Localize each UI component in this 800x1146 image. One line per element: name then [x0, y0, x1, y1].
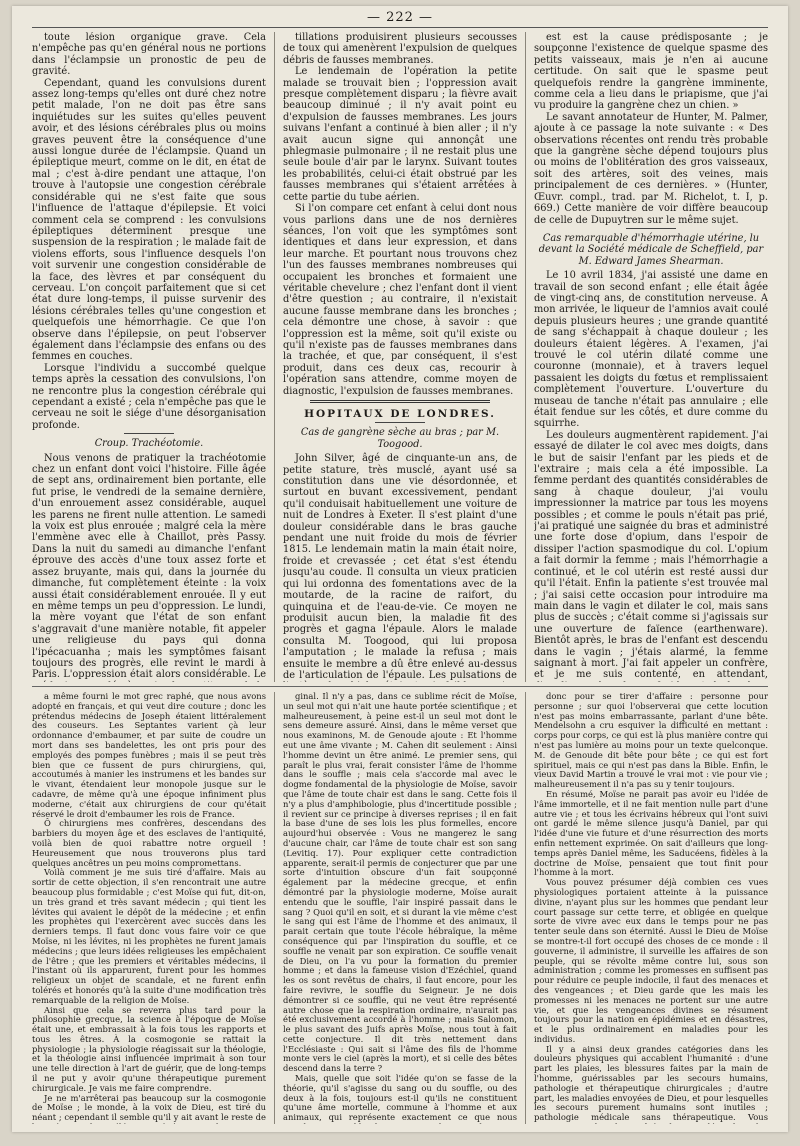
column-separator: [274, 692, 275, 1124]
lower-column-3: [534, 692, 768, 1124]
paragraph: En résumé, Moïse ne parait pas avoir eu l'idée de l'âme immortelle, et il ne fait mention nulle part d'une autre vie ; et tous les écrivains hébreux qui l'ont suivi ont gardé le même silence jusqu'à Daniel, par qui l'idée d'une vie future et d'une résurrection des morts enfin nettement exprimée. On sait d'ailleurs que long-temps après Daniel même, les Saducéens, fidèles à la doctrine de Moïse, pensaient que tout finit pour l'homme à la mort.: [534, 788, 768, 878]
case-title-gangrene: Cas de gangrène sèche au bras ; par M. Toogood.: [300, 427, 500, 450]
page-number: — 222 —: [366, 10, 434, 25]
paragraph: Si l'on compare cet enfant à celui dont nous vous parlions dans une de nos dernières séances, l'on voit que les symptômes sont identiques et dans leur expression, et dans leur marche. Et pourtant nous trouvons chez l'un des fausses membranes nombreuses qui occupaient les bronches et formaient une véritable chevelure ; chez l'enfant dont il vient d'être question ; au contraire, il n'existait aucune fausse membrane dans les bronches ; cela démontre une chose, à savoir : que l'oppression est la même, soit qu'il existe ou qu'il n'existe pas de fausses membranes dans la trachée, et que, par conséquent, il s'est produit, dans ces deux cas, recourir à l'opération sans attendre, comme moyen de diagnostic, l'expulsion de fausses membranes.: [283, 203, 517, 397]
upper-section: [32, 32, 768, 682]
upper-column-3: [534, 32, 768, 682]
paragraph: est est la cause prédisposante ; je soupçonne l'existence de quelque spasme des petits vaisseaux, mais je n'en ai aucune certitude. On sait que le spasme peut quelquefois rendre la gangrène imminente, comme cela a lieu dans le priapisme, que j'ai vu produire la gangrène chez un chien. »: [534, 32, 768, 112]
paragraph: Nous venons de pratiquer la trachéotomie chez un enfant dont voici l'histoire. Fille âgée de sept ans, ordinairement bien portante, elle fut prise, le vendredi de la semaine dernière, d'un enrouement assez considérable, auquel les parens ne firent nulle attention. Le samedi la voix est plus enrouée ; malgré cela la mère l'emmène avec elle à Chaillot, près Passy. Dans la nuit du samedi au dimanche l'enfant éprouve des accès d'une toux assez forte et assez bruyante, mais qui, dans la journée du dimanche, fut complètement éteinte : la voix aussi était considérablement enrouée. Il y eut en même temps un peu d'oppression. Le lundi, la mère voyant que l'état de son enfant s'aggravait d'une manière notable, fit appeler une religieuse du pays qui donna l'ipécacuanha ; mais les symptômes faisant toujours des progrès, elle revint le mardi à Paris. L'oppression était alors considérable. Le: [32, 452, 266, 681]
paragraph: tillations produisirent plusieurs secousses de toux qui amenèrent l'expulsion de quelques débris de fausses membranes.: [283, 32, 517, 66]
divider: [626, 228, 676, 229]
column-separator: [525, 692, 526, 1124]
paragraph: Je ne m'arrêterai pas beaucoup sur la cosmogonie de Moïse ; le monde, à la voix de Dieu, est tiré du néant ; cependant il semble qu'il y ait avant le reste de: [32, 1092, 266, 1123]
feuilleton-rule: [32, 686, 768, 687]
paragraph: Ainsi que cela se reverra plus tard pour la philosophie grecque, la science à l'époque de Moïse était une, et embrassait à la fois tous les rapports et tous les êtres. À la cosmogonie se rattait la physiologie ; la physiologie réagissait sur la théologie, et la théologie ainsi influencée imprimait à son tour une telle direction à l'art de guérir, que de long-temps il ne put y avoir qu'une thérapeutique purement chirurgicale. Je vais me faire comprendre.: [32, 1004, 266, 1093]
upper-column-1: [32, 32, 266, 682]
header-rule: [32, 27, 768, 28]
paragraph: Ô chirurgiens mes confrères, descendans des barbiers du moyen âge et des esclaves de l'antiquité, voilà bien de quoi rabattre notre orgueil ! Heureusement que nous trouverons plus tard quelques ancêtres un peu moins compromettans.: [32, 818, 266, 868]
paragraph: a même fourni le mot grec raphé, que nous avons adopté en français, et qui veut dire couture ; donc les prétendus médecins de Joseph étaient littéralement des couseurs. Les Septantes varient çà leur ordonnance d'embaumer, et par suite de coudre un mort dans ses bandelettes, les ont pris pour des employés des pompes funèbres ; mais il se peut très bien que ce fussent de purs chirurgiens, qui, accoutumés à manier les instrumens et les bandes sur le vivant, étendaient leur monopole jusque sur le cadavre, de même qu'à une époque infiniment plus moderne, c'était aux chirurgiens de cour qu'était réservé le droit d'embaumer les rois de France.: [32, 692, 266, 819]
divider: [375, 422, 425, 423]
lower-column-1: [32, 692, 266, 1124]
paragraph: ginal. Il n'y a pas, dans ce sublime récit de Moïse, un seul mot qui n'ait une haute portée scientifique ; et malheureusement, à peine est-il un seul mot dont le sens demeure assuré. Ainsi, dans le même verset que nous examinons, M. de Genoude ajoute : Et l'homme eut une âme vivante ; M. Cahen dit seulement : Ainsi l'homme devint un être animé. Le premier sens, qui paraît le plus vrai, ferait consister l'âme de l'homme dans le souffle ; mais cela s'accorde mal avec le dogme fondamental de la physiologie de Moïse, savoir que l'âme de toute chair est dans le sang. Cette fois il n'y a plus d'amphibologie, plus d'incertitude possible ; il revient sur ce principe à diverses reprises ; il en fait la base d'une de ses lois les plus formelles, encore aujourd'hui observée : Vous ne mangerez le sang d'aucune chair, car l'âme de toute chair est son sang (Levitiq. 17). Pour expliquer cette contradiction apparente, serait-il permis de conjecturer que par une sorte d'intuition obscure d'un fait soupçonné également par la médecine grecque, et enfin démontré par la physiologie moderne, Moïse aurait entendu que le souffle, l'air inspiré passait dans le sang ? Quoi qu'il en soit, et si durant la vie même c'est le sang qui est l'âme de l'homme et des animaux, il parait certain que toute l'école hébraïque, la même conséquence qui par l'inspiration du souffle, et ce souffle ne venait par son expiration. Ce souffle venait de Dieu, on l'a vu pour la formation du premier homme ; et dans la fameuse vision d'Ezéchiel, quand les os sont revêtus de chairs, il faut encore, pour les faire revivre, le souffle du Seigneur. Je ne dois démontrer si ce souffle, qui ne veut être représenté autre chose que la respiration ordinaire, n'aurait pas été exclusivement accordé à l'homme ; mais Salomon, le plus savant des Juifs après Moïse, nous tout à fait cette conjecture. Il dit très nettement dans l'Ecclésiaste : Qui sait si l'âme des fils de l'homme monte vers le ciel (après la mort), et si celle des bêtes descend dans la terre ?: [283, 692, 517, 1074]
paragraph: Le 10 avril 1834, j'ai assisté une dame en travail de son second enfant ; elle était âgée de vingt-cinq ans, de constitution nerveuse. A mon arrivée, le liqueur de l'amnios avait coulé depuis plusieurs heures ; une grande quantité de sang s'échappait à chaque douleur ; les douleurs étaient légères. A l'examen, j'ai trouvé le col utérin dilaté comme une couronne (monnaie), et à travers lequel passaient les doigts du fœtus et remplissaient complètement l'ouverture. L'ouverture du museau de tanche n'était pas annulaire ; elle était fendue sur les côtés, et dure comme du squirrhe.: [534, 270, 768, 430]
paragraph: Lorsque l'individu a succombé quelque temps après la cessation des convulsions, l'on ne rencontre plus la congestion cérébrale qui cependant a existé ; cela n'empêche pas que le cerveau ne soit le siége d'une désorganisation profonde.: [32, 362, 266, 431]
paragraph: Le lendemain de l'opération la petite malade se trouvait bien ; l'oppression avait presque complètement disparu ; la fièvre avait beaucoup diminué ; il n'y avait point eu d'expulsion de fausses membranes. Les jours suivans l'enfant a continué à bien aller ; il n'y avait aucun signe qui annonçât une phlegmasie pulmonaire ; il ne restait plus une seule boule d'air par le larynx. Suivant toutes les probabilités, celui-ci était obstrué par les fausses membranes qui s'étaient arrêtées à cette partie du tube aérien.: [283, 66, 517, 203]
paragraph: Vous pouvez présumer déjà combien ces vues physiologiques portaient atteinte à la puissance divine, n'ayant plus sur les hommes que pendant leur court passage sur cette terre, et obligée en quelque sorte de vivre avec eux dans le temps pour ne pas tenter seule dans son éternité. Aussi le Dieu de Moïse se montre-t-il fort occupé des choses de ce monde : il gouverne, il administre, il surveille les affaires de son peuple, qui se révolte même contre lui, sous son administration ; comme les promesses en suffisent pas pour réduire ce peuple indocile, il faut des menaces et des vengeances ; et Dieu garde que les mais les promesses ni les menaces ne portent sur une autre vie, et que les vengeances divines se résument toujours pour la nation en épidémies et en désastres, et le plus ordinairement en maladies pour les individus.: [534, 877, 768, 1044]
paragraph: Cependant, quand les convulsions durent assez long-temps qu'elles ont duré chez notre petit malade, l'on ne doit pas être sans inquiétudes sur les suites qu'elles peuvent avoir, et des lésions cérébrales plus ou moins graves peuvent être la conséquence d'une aussi longue durée de l'éclampsie. Quand un épileptique meurt, comme on le dit, en état de mal ; c'est à-dire pendant une attaque, l'on trouve à l'autopsie une congestion cérébrale considérable qui ne s'est faite que sous l'influence de l'attaque d'épilepsie. Et voici comment cela se comprend : les convulsions épileptiques déterminent presque une suspension de la respiration ; le malade fait de violens efforts, sous l'influence desquels l'on voit survenir une congestion considérable de la face, des lèvres et par conséquent du cerveau. L'on conçoit parfaitement que si cet état dure long-temps, il puisse survenir des lésions cérébrales telles qu'une congestion et quelquefois une hémorrhagie. Ce que l'on observe dans l'épilepsie, on peut l'observer également dans l'éclampsie des enfans ou des femmes en couches.: [32, 77, 266, 363]
paragraph: Le savant annotateur de Hunter, M. Palmer, ajoute à ce passage la note suivante : « Des observations récentes ont rendu très probable que la gangrène sèche dépend toujours plus ou moins de l'oblitération des gros vaisseaux, soit des artères, soit des veines, mais principalement de ces dernières. » (Hunter, Œuvr. compl., trad. par M. Richelot, t. I, p. 669.) Cette manière de voir diffère beaucoup de celle de Dupuytren sur le même sujet.: [534, 111, 768, 226]
page-header: [12, 6, 788, 28]
column-separator: [525, 32, 526, 682]
paragraph: Mais, quelle que soit l'idée qu'on se fasse de la théorie, qu'il s'agisse du sang ou du souffle, ou des deux à la fois, toujours est-il qu'ils ne constituent qu'une âme mortelle, commune à l'homme et aux animaux, qui représente exactement ce que nous: [283, 1073, 517, 1123]
paragraph: John Silver, âgé de cinquante-un ans, de petite stature, très musclé, ayant usé sa constitution dans une vie désordonnée, et surtout en buvant excessivement, pendant qu'il conduisait habituellement une voiture de nuit de Londres à Exeter. Il s'est plaint d'une douleur considérable dans le bras gauche pendant une nuit froide du mois de février 1815. Le lendemain matin la main était noire, froide et crevassée ; cet état s'est étendu jusqu'au coude. Il consulta un vieux praticien qui lui ordonna des fomentations avec de la moutarde, de la racine de raifort, du quinquina et de l'eau-de-vie. Ce moyen ne produisit aucun bien, la maladie fit des progrès et gagna l'épaule. Alors le malade consulta M. Toogood, qui lui proposa l'amputation ; le malade la refusa ; mais ensuite le membre a dû être enlevé au-dessus de l'articulation de l'épaule. Les pulsations de: [283, 453, 517, 681]
divider: [124, 433, 174, 434]
case-title-hemorrhagie: Cas remarquable d'hémorrhagie utérine, lu devant la Société médicale de Scheffield, par M. Edward James Shearman.: [538, 232, 764, 267]
paragraph: Il y a ainsi deux grandes catégories dans les douleurs physiques qui accablent l'humanité : d'une part les plaies, les blessures faites par la main de l'homme, guérissables par les secours humains, pathologie et thérapeutique chirurgicales ; d'autre part, les maladies envoyées de Dieu, et pour lesquelles les secours purement humains sont inutiles ; pathologie médicale sans thérapeutique. Vous: [534, 1043, 768, 1123]
upper-column-2: [283, 32, 517, 682]
paragraph: toute lésion organique grave. Cela n'empêche pas qu'en général nous ne portions dans l'éclampsie un pronostic de peu de gravité.: [32, 32, 266, 78]
divider: [310, 400, 490, 403]
section-title-hopitaux: HOPITAUX DE LONDRES.: [304, 408, 496, 420]
paragraph: Les douleurs augmentèrent rapidement. J'ai essayé de dilater le col avec mes doigts, dans le but de saisir l'enfant par les pieds et de l'extraire ; mais cela a été impossible. La femme perdant des quantités considérables de sang à chaque douleur, j'ai voulu impressionner la matrice par tous les moyens possibles ; et comme le pouls n'était pas prié, j'ai pratiqué une saignée du bras et administré une forte dose d'opium, dans l'espoir de dissiper l'action spasmodique du col. L'opium a fait dormir la femme ; mais l'hémorrhagie a continué, et le col utérin est resté aussi dur qu'il l'était. Enfin la patiente s'est trouvée mal ; j'ai saisi cette occasion pour introduire ma main dans le vagin et dilater le col, mais sans plus de succès ; c'était comme si j'agissais sur une ouverture de faïence (earthenware). Bientôt après, le bras de l'enfant est descendu dans le vagin ; j'étais alarmé, la femme saignant à mort. J'ai fait appeler un confrère, et je me suis contenté, en attendant,: [534, 429, 768, 681]
section-heading-croup: Croup. Trachéotomie.: [94, 438, 204, 450]
column-separator: [274, 32, 275, 682]
paragraph: Voilà comment je me suis tiré d'affaire. Mais au sortir de cette objection, il s'en rencontrait une autre beaucoup plus formidable ; c'est Moïse qui fut, dit-on, un très grand et très savant médecin ; qui tient les lévites qui avaient le dépôt de la médecine ; et enfin les prophètes qui l'exercèrent avec succès dans les derniers temps. Il faut donc vous faire voir ce que Moïse, ni les lévites, ni les prophètes ne furent jamais médecins ; que leurs idées religieuses les empêchaient de l'être ; que les premiers et véritables médecins, il l'instant où ils apparurent, furent pour les hommes religieux un objet de scandale, et ne furent enfin tolérés et honorés qu'à la suite d'une modification très remarquable de la religion de Moïse.: [32, 867, 266, 1005]
lower-section: [32, 692, 768, 1124]
paragraph: donc pour se tirer d'affaire : personne pour personne ; sur quoi l'observerai que cette locution n'est pas moins embarrassante, parlant d'une bête. Mendelsohn a cru esquiver la difficulté en mettant : corps pour corps, ce qui est là plus manière contre qui n'est pas lumière au moins pour un texte quelconque. M. de Genoude dit bête pour bête ; ce qui est fort spirituel, mais ce qui n'est pas dans la Bible. Enfin, le vieux David Martin a trouvé le vrai mot : vie pour vie ; malheureusement il n'a pas su y tenir toujours.: [534, 692, 768, 790]
newspaper-page: [12, 6, 788, 1132]
lower-column-2: [283, 692, 517, 1124]
